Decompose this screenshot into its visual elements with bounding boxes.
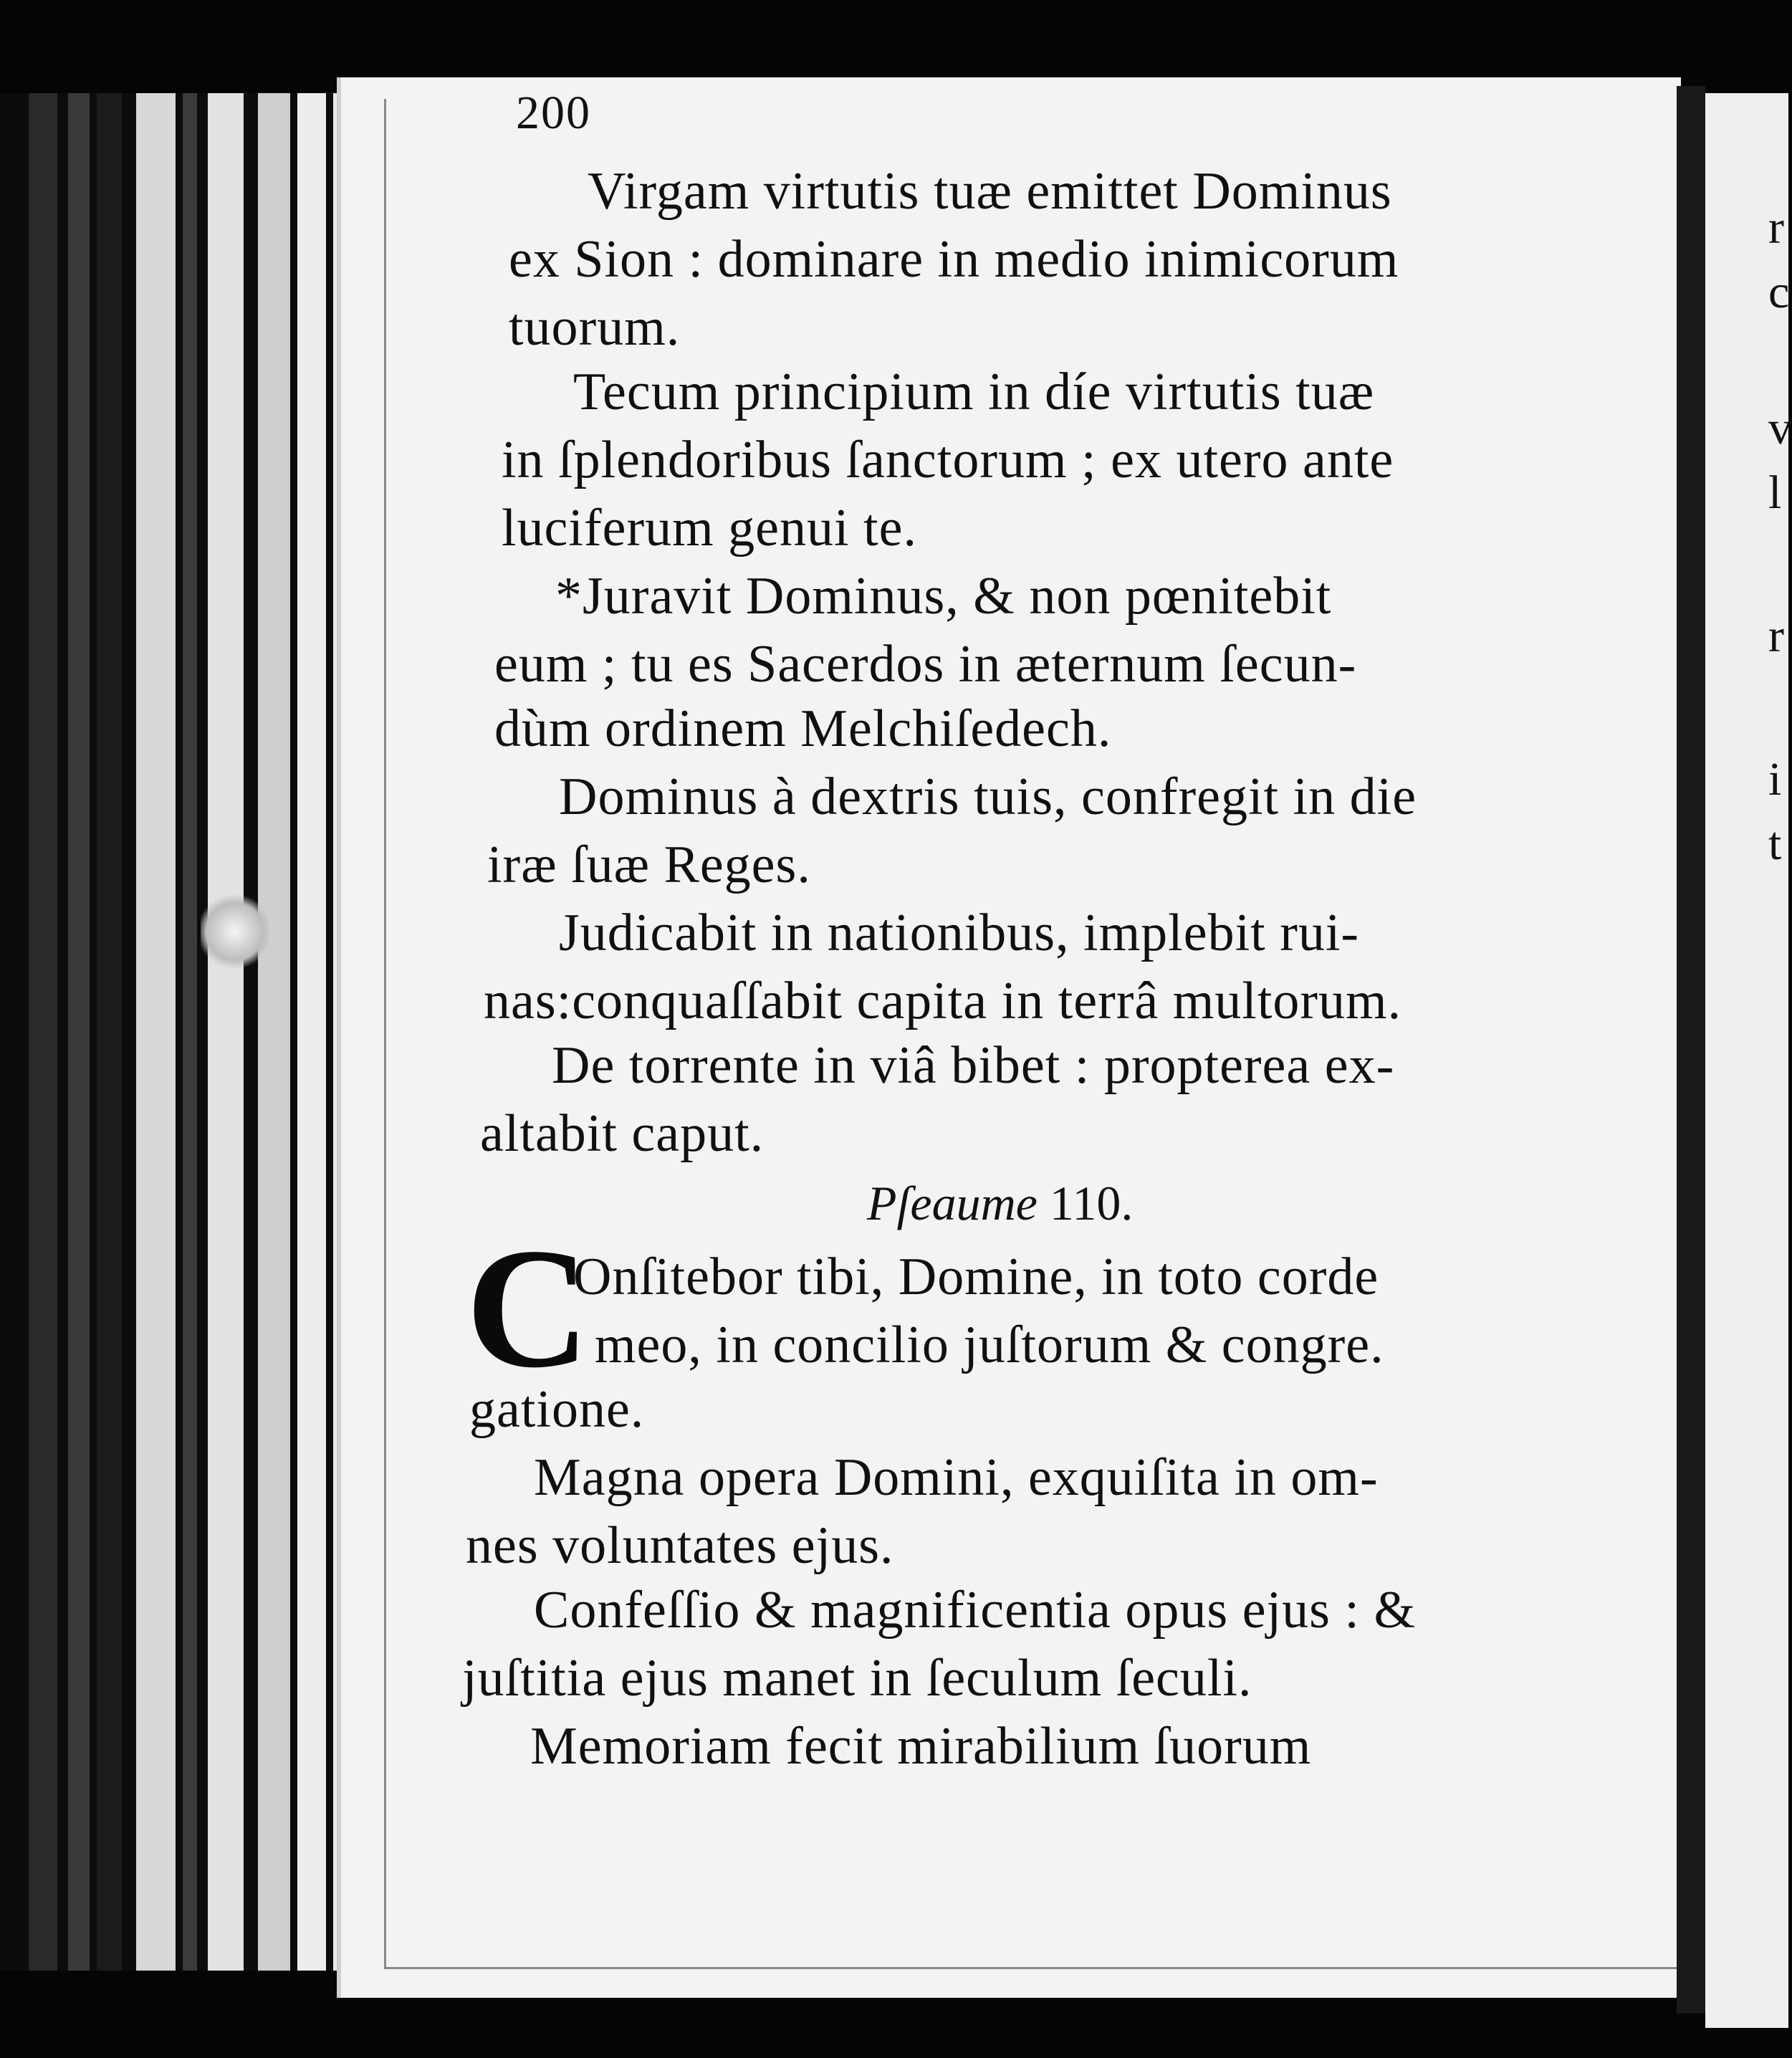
psalm-heading-number: 110.	[1049, 1176, 1134, 1230]
drop-capital: C	[466, 1212, 590, 1403]
text-line: Dominus à dextris tuis, confregit in die	[559, 767, 1417, 826]
facing-page-char: i	[1768, 753, 1782, 805]
page-edge-strip	[68, 93, 90, 1971]
text-line: gatione.	[469, 1380, 645, 1439]
page-edge-strip	[297, 93, 326, 1971]
book-gutter	[1677, 86, 1705, 2014]
text-line: Confeſſio & magnificentia opus ejus : &	[534, 1581, 1417, 1640]
text-line: Onſitebor tibi, Domine, in toto corde	[573, 1248, 1379, 1306]
page-number: 200	[516, 87, 591, 139]
page-edge-strip	[208, 93, 244, 1971]
facing-page-char: v	[1768, 402, 1792, 454]
page-edge-strip	[183, 93, 197, 1971]
text-line: Judicabit in nationibus, implebit rui-	[559, 904, 1360, 962]
text-line: meo, in concilio juſtorum & congre.	[595, 1316, 1384, 1374]
facing-page	[1705, 93, 1792, 2028]
facing-page-char: t	[1768, 818, 1782, 870]
text-line: Tecum principium in díe virtutis tuæ	[573, 363, 1375, 421]
text-line: nes voluntates ejus.	[466, 1516, 894, 1575]
text-line: eum ; tu es Sacerdos in æternum ſecun-	[494, 635, 1357, 694]
page-edge-strip	[136, 93, 176, 1971]
text-line: juſtitia ejus manet in ſeculum ſeculi.	[462, 1649, 1252, 1708]
text-line: dùm ordinem Melchiſedech.	[494, 699, 1112, 758]
facing-page-char: r	[1768, 610, 1784, 662]
psalm-heading	[867, 1175, 1133, 1232]
text-line: Memoriam fecit mirabilium ſuorum	[530, 1717, 1312, 1776]
text-line: iræ ſuæ Reges.	[487, 836, 811, 894]
facing-page-char: r	[1768, 201, 1784, 254]
text-line: *Juravit Dominus, & non pœnitebit	[555, 567, 1332, 626]
psalm-heading-word: Pſeaume	[867, 1176, 1038, 1230]
text-line: luciferum genui te.	[502, 499, 917, 557]
text-line: Magna opera Domini, exquiſita in om-	[534, 1448, 1379, 1507]
text-line: De torrente in viâ bibet : propterea ex-	[552, 1036, 1395, 1095]
page-edge-strip	[97, 93, 122, 1971]
text-line: nas:conquaſſabit capita in terrâ multorum.	[484, 972, 1402, 1030]
text-line: altabit caput.	[480, 1104, 765, 1163]
text-line: tuorum.	[509, 298, 681, 357]
facing-page-char: l	[1768, 466, 1782, 519]
page-edge-strip	[258, 93, 290, 1971]
facing-page-char: c	[1768, 266, 1790, 318]
paper-damage-mark	[201, 892, 269, 971]
text-line: Virgam virtutis tuæ emittet Dominus	[588, 162, 1392, 221]
text-line: ex Sion : dominare in medio inimicorum	[509, 230, 1399, 289]
text-line: in ſplendoribus ſanctorum ; ex utero ante	[502, 431, 1394, 489]
page-edge-strip	[29, 93, 57, 1971]
